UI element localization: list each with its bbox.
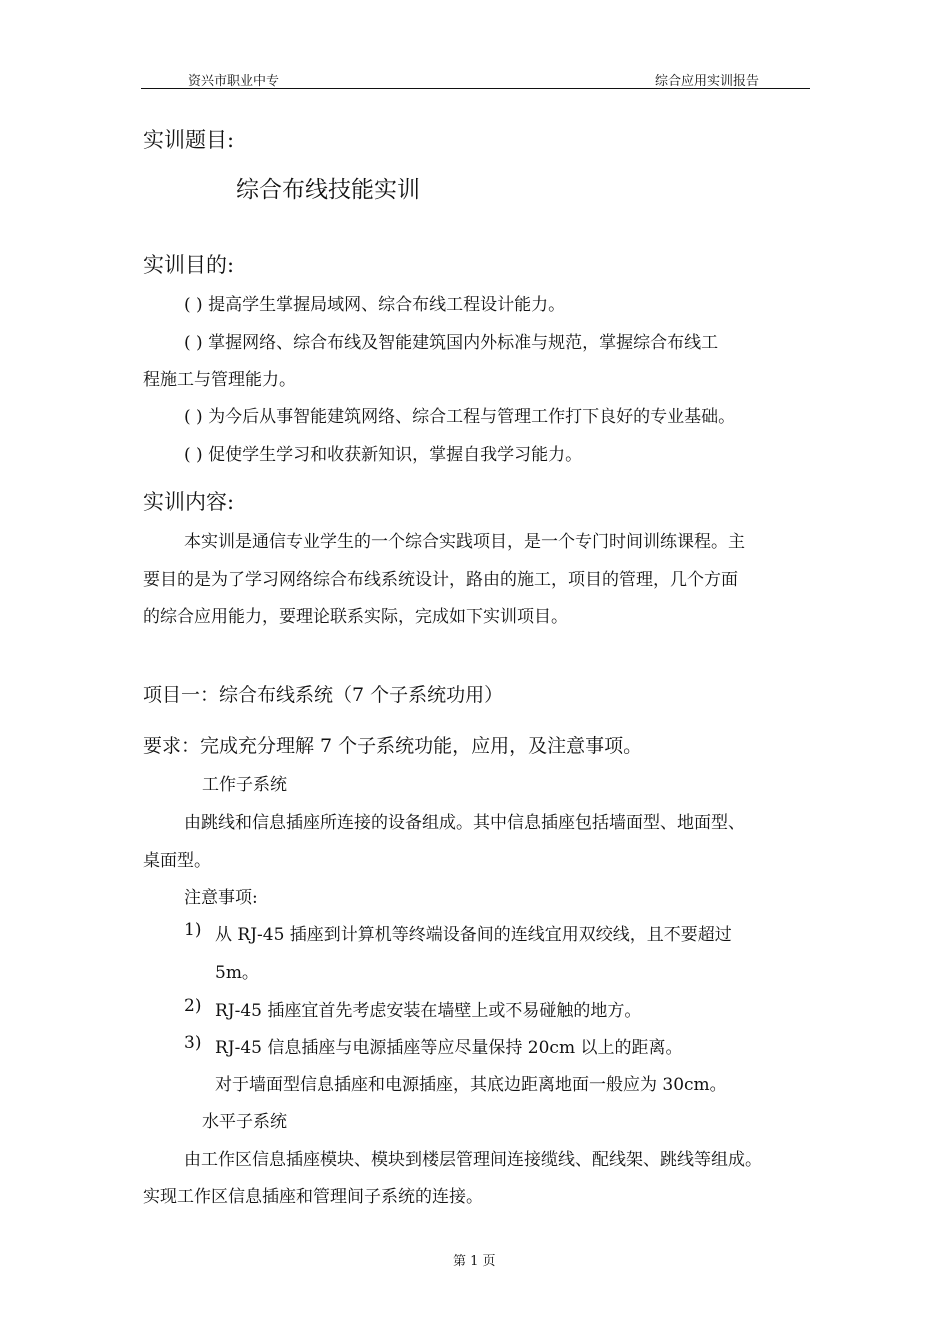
purpose-item-cont: 程施工与管理能力。	[143, 370, 296, 390]
page-number: 第 1 页	[453, 1254, 496, 1269]
notes-label: 注意事项:	[184, 888, 258, 908]
header-left: 资兴市职业中专	[188, 74, 280, 89]
content-line: 本实训是通信专业学生的一个综合实践项目，是一个专门时间训练课程。主	[184, 532, 745, 552]
topic-heading: 实训题目:	[143, 128, 235, 152]
purpose-item: ( ) 促使学生学习和收获新知识，掌握自我学习能力。	[184, 445, 583, 465]
note-text-cont: 5m。	[215, 963, 259, 983]
note-text-cont: 对于墙面型信息插座和电源插座，其底边距离地面一般应为 30cm。	[215, 1075, 727, 1095]
horizontal-subsystem-title: 水平子系统	[202, 1112, 287, 1132]
note-text: RJ-45 信息插座与电源插座等应尽量保持 20cm 以上的距离。	[215, 1038, 683, 1058]
content-line: 的综合应用能力，要理论联系实际，完成如下实训项目。	[143, 607, 568, 627]
horizontal-subsystem-desc: 实现工作区信息插座和管理间子系统的连接。	[143, 1187, 483, 1207]
horizontal-subsystem-desc: 由工作区信息插座模块、模块到楼层管理间连接缆线、配线架、跳线等组成。	[184, 1150, 762, 1170]
purpose-item: ( ) 为今后从事智能建筑网络、综合工程与管理工作打下良好的专业基础。	[184, 407, 736, 427]
work-subsystem-title: 工作子系统	[202, 775, 287, 795]
header-rule	[141, 88, 810, 89]
work-subsystem-desc: 由跳线和信息插座所连接的设备组成。其中信息插座包括墙面型、地面型、	[184, 813, 745, 833]
work-subsystem-desc: 桌面型。	[143, 851, 211, 871]
note-text: RJ-45 插座宜首先考虑安装在墙壁上或不易碰触的地方。	[215, 1001, 642, 1021]
purpose-item: ( ) 提高学生掌握局域网、综合布线工程设计能力。	[184, 295, 566, 315]
purpose-item: ( ) 掌握网络、综合布线及智能建筑国内外标准与规范，掌握综合布线工	[184, 333, 719, 353]
requirement-line: 要求：完成充分理解 7 个子系统功能，应用，及注意事项。	[143, 735, 643, 757]
note-number: 1)	[184, 920, 202, 940]
content-line: 要目的是为了学习网络综合布线系统设计，路由的施工，项目的管理，几个方面	[143, 570, 738, 590]
note-number: 2)	[184, 996, 202, 1016]
purpose-heading: 实训目的:	[143, 253, 235, 277]
project-one-heading: 项目一：综合布线系统（7 个子系统功用）	[143, 684, 504, 706]
content-heading: 实训内容:	[143, 490, 235, 514]
note-number: 3)	[184, 1033, 202, 1053]
topic-title: 综合布线技能实训	[236, 177, 420, 203]
note-text: 从 RJ-45 插座到计算机等终端设备间的连线宜用双绞线，且不要超过	[215, 925, 732, 945]
header-right: 综合应用实训报告	[655, 74, 760, 89]
